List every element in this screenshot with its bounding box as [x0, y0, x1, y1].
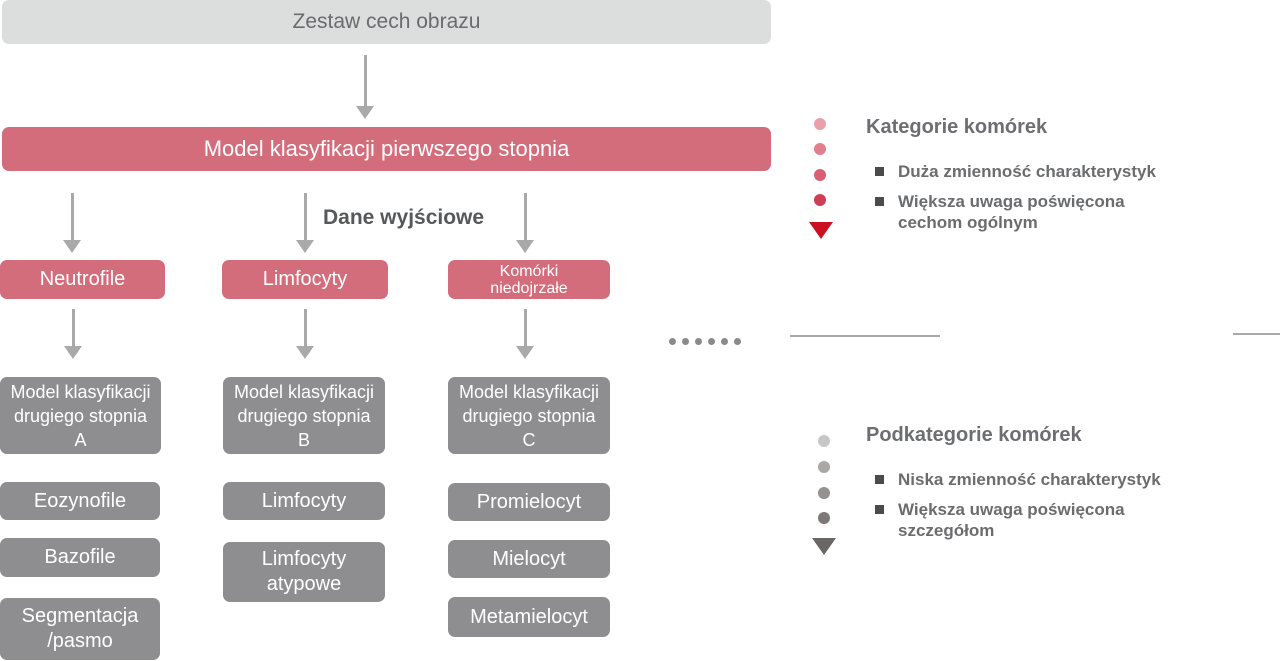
node-category-komorki-niedojrzale: [448, 260, 610, 299]
ellipsis-dot: [695, 338, 702, 345]
node-promielocyt: [448, 483, 610, 521]
arrow-down-icon: [296, 309, 314, 359]
ellipsis-dot: [669, 338, 676, 345]
node-limfocyty-sub: [223, 482, 385, 520]
output-data-label: Dane wyjściowe: [323, 206, 485, 229]
square-bullet-icon: [875, 475, 884, 484]
legend-top-bullets: [875, 161, 1175, 242]
node-second-level-model-c: [448, 377, 610, 454]
node-category-neutrofile: [0, 260, 165, 299]
gradient-dot-icon: [818, 512, 830, 524]
node-eozynofile: [0, 482, 160, 520]
divider-line: [1233, 333, 1280, 335]
legend-bottom-title: Podkategorie komórek: [866, 424, 1082, 446]
node-label: Komórki niedojrzałe: [490, 262, 568, 297]
square-bullet-icon: [875, 197, 884, 206]
gradient-dot-icon: [814, 194, 826, 206]
ellipsis-dot: [734, 338, 741, 345]
square-bullet-icon: [875, 167, 884, 176]
gradient-dot-icon: [818, 435, 830, 447]
ellipsis-dot: [721, 338, 728, 345]
node-second-level-model-a: [0, 377, 161, 454]
arrow-down-icon: [296, 193, 314, 253]
node-label: Model klasyfikacji drugiego stopnia B: [233, 381, 375, 450]
gradient-dot-icon: [814, 143, 826, 155]
arrow-down-icon: [64, 309, 82, 359]
red-triangle-down-icon: [809, 222, 833, 239]
node-image-feature-set: [2, 0, 771, 44]
node-limfocyty-atypowe: [223, 542, 385, 602]
arrow-shaft: [364, 55, 367, 106]
node-category-limfocyty: [222, 260, 388, 299]
arrow-down-icon: [356, 55, 374, 119]
node-label: Bazofile: [44, 546, 116, 568]
node-first-level-model: [2, 127, 771, 171]
node-mielocyt: [448, 540, 610, 578]
legend-top-title: Kategorie komórek: [866, 116, 1048, 138]
node-label: Neutrofile: [39, 268, 126, 290]
node-bazofile: [0, 538, 160, 577]
node-label: Model klasyfikacji drugiego stopnia A: [10, 381, 151, 450]
square-bullet-icon: [875, 505, 884, 514]
arrow-down-icon: [516, 309, 534, 359]
bullet-text: Większa uwaga poświęcona cechom ogólnym: [898, 192, 1125, 232]
ellipsis-dot: [708, 338, 715, 345]
node-label: Model klasyfikacji pierwszego stopnia: [203, 136, 570, 161]
legend-bullet: [875, 499, 1175, 541]
legend-bottom-bullets: [875, 469, 1175, 550]
bullet-text: Niska zmienność charakterystyk: [898, 470, 1161, 489]
arrow-down-icon: [63, 193, 81, 253]
node-segmentacja-pasmo: [0, 598, 160, 660]
node-label: Mielocyt: [492, 547, 566, 570]
node-label: Zestaw cech obrazu: [292, 10, 481, 33]
node-second-level-model-b: [223, 377, 385, 454]
bullet-text: Duża zmienność charakterystyk: [898, 162, 1156, 181]
legend-bullet: [875, 469, 1175, 490]
arrow-down-icon: [516, 193, 534, 253]
gradient-dot-icon: [814, 118, 826, 130]
node-label: Eozynofile: [33, 489, 127, 512]
node-label: Limfocyty: [262, 268, 348, 290]
gradient-dot-icon: [814, 169, 826, 181]
legend-bullet: [875, 161, 1175, 182]
divider-line: [790, 335, 940, 337]
node-label: Model klasyfikacji drugiego stopnia C: [458, 381, 600, 450]
node-label: Promielocyt: [476, 490, 582, 513]
node-label: Segmentacja /pasmo: [21, 605, 139, 652]
node-label: Limfocyty: [261, 489, 347, 512]
bullet-text: Większa uwaga poświęcona szczegółom: [898, 500, 1125, 540]
ellipsis-dot: [682, 338, 689, 345]
gray-triangle-down-icon: [812, 538, 836, 555]
node-metamielocyt: [448, 597, 610, 637]
gradient-dot-icon: [818, 461, 830, 473]
arrow-head: [356, 106, 374, 119]
gradient-dot-icon: [818, 487, 830, 499]
legend-bullet: [875, 191, 1175, 233]
node-label: Metamielocyt: [470, 605, 588, 628]
node-label: Limfocyty atypowe: [261, 548, 347, 595]
